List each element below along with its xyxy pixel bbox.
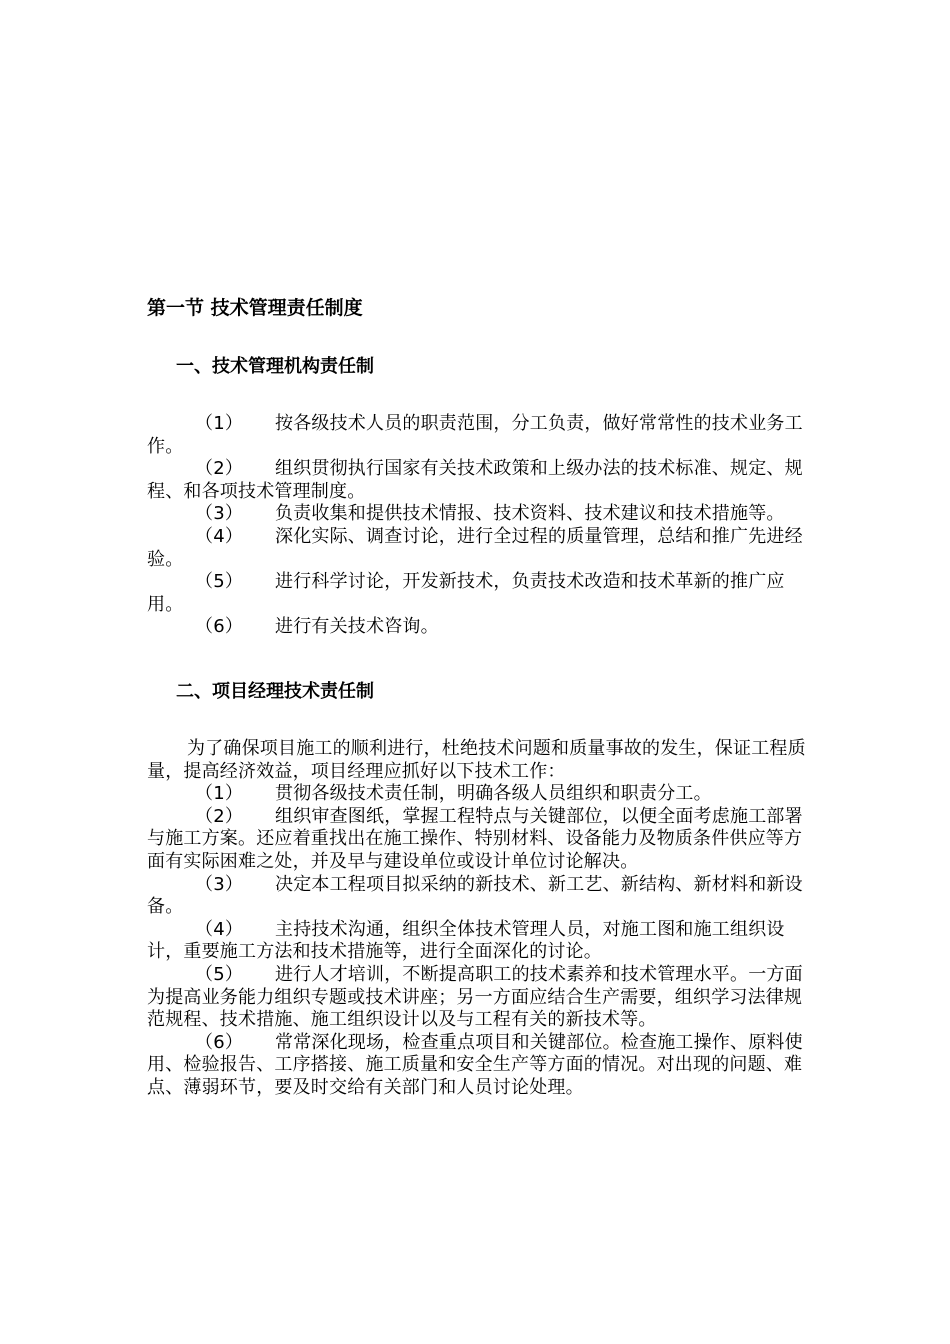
intro-paragraph: 为了确保项目施工的顺利进行，杜绝技术问题和质量事故的发生，保证工程质量，提高经济效益，项目经理应抓好以下技术工作： [147,738,806,782]
item-number: （1） [195,783,244,805]
list-item [147,919,807,964]
part2-body [147,738,807,1100]
list-item [147,1032,807,1100]
item-number: （3） [195,873,244,895]
item-number: （2） [195,458,244,480]
item-text: 决定本工程项目拟采纳的新技术、新工艺、新结构、新材料和新设备。 [147,873,803,918]
item-number: （5） [195,571,244,593]
list-item [147,458,807,503]
item-number: （1） [195,413,244,434]
list-item [147,413,807,458]
item-text: 负责收集和提供技术情报、技术资料、技术建议和技术措施等。 [275,503,785,525]
item-text: 组织审查图纸，掌握工程特点与关键部位，以便全面考虑施工部署与施工方案。还应着重找出在施工操作、特别材料、设备能力及物质条件供应等方面有实际困难之处，并及早与建设单位或设计单位讨论解决。 [147,805,803,872]
list-item [147,783,807,806]
item-text: 深化实际、调查讨论，进行全过程的质量管理，总结和推广先进经验。 [147,525,803,570]
item-text: 主持技术沟通，组织全体技术管理人员，对施工图和施工组织设计，重要施工方法和技术措施等，进行全面深化的讨论。 [147,918,785,963]
part1-list [147,413,807,639]
item-number: （4） [195,918,244,940]
item-text: 进行有关技术咨询。 [275,616,439,638]
list-item [147,526,807,571]
item-number: （2） [195,805,244,827]
item-number: （6） [195,616,244,638]
item-text: 组织贯彻执行国家有关技术政策和上级办法的技术标准、规定、规程、和各项技术管理制度。 [147,458,803,502]
section-title: 第一节 技术管理责任制度 [147,297,363,319]
item-text: 按各级技术人员的职责范围，分工负责，做好常常性的技术业务工作。 [147,413,803,457]
list-item [147,503,807,526]
item-number: （3） [195,503,244,525]
item-text: 进行人才培训，不断提高职工的技术素养和技术管理水平。一方面为提高业务能力组织专题或技术讲座；另一方面应结合生产需要，组织学习法律规范规程、技术措施、施工组织设计以及与工程有关的新技术等。 [147,963,803,1031]
part1-heading: 一、技术管理机构责任制 [176,356,374,377]
item-text: 贯彻各级技术责任制，明确各级人员组织和职责分工。 [275,783,712,805]
list-item [147,874,807,919]
item-number: （4） [195,525,244,547]
part2-heading: 二、项目经理技术责任制 [176,681,374,702]
item-text: 进行科学讨论，开发新技术，负责技术改造和技术革新的推广应用。 [147,571,785,615]
item-number: （6） [195,1031,244,1053]
item-number: （5） [195,963,244,985]
list-item [147,616,807,639]
list-item [147,571,807,616]
list-item [147,964,807,1032]
list-item [147,806,807,874]
item-text: 常常深化现场，检查重点项目和关键部位。检查施工操作、原料使用、检验报告、工序搭接、施工质量和安全生产等方面的情况。对出现的问题、难点、薄弱环节，要及时交给有关部门和人员讨论处理。 [147,1031,803,1098]
